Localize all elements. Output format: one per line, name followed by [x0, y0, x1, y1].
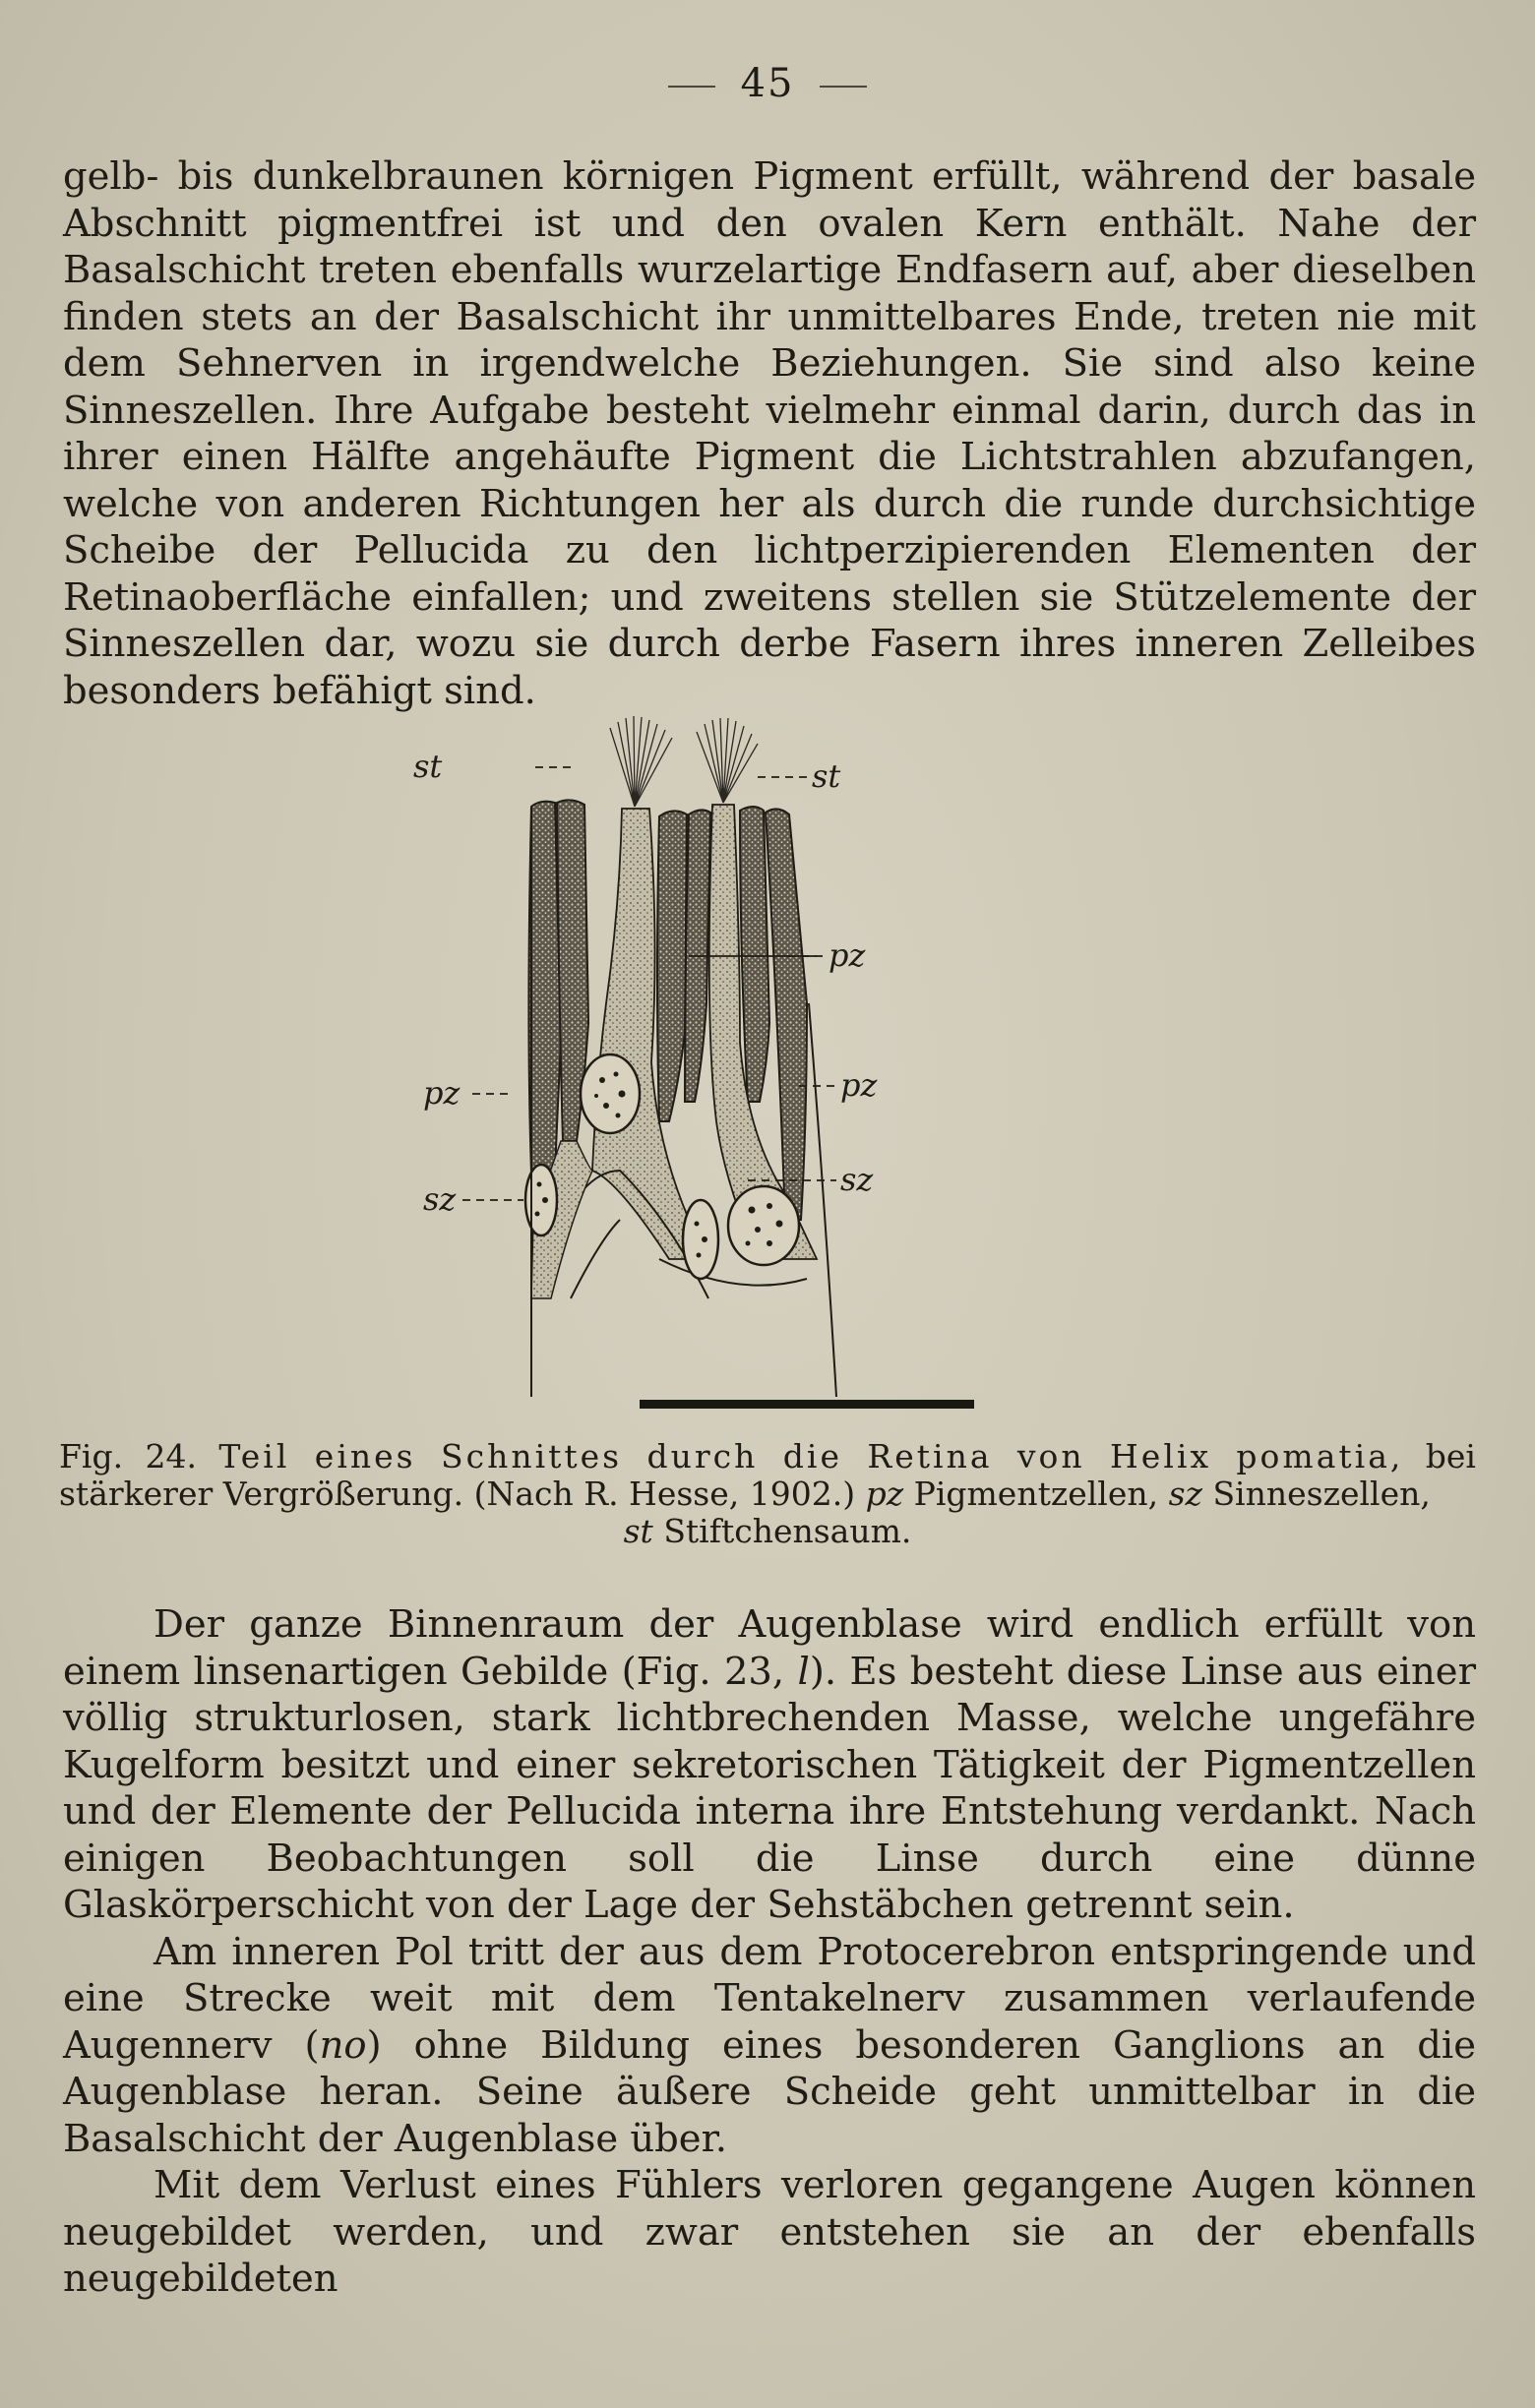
pigment-cell-5 [740, 807, 769, 1102]
page-number: 45 [740, 61, 795, 106]
caption-sz-text: Sinneszellen, [1212, 1475, 1431, 1513]
basal-layer [640, 1400, 974, 1409]
caption-st-text: Stiftchensaum. [663, 1512, 912, 1550]
label-pz-left: pz [423, 1074, 460, 1112]
figure-right-edge [809, 1003, 836, 1397]
nucleus-pigment-cell-left [581, 1054, 640, 1133]
paragraph-lens-after: ). Es besteht diese Linse aus einer völlig strukturlosen, stark lichtbrechenden Masse, welche ungefähre Kugelform besitzt und einer sekretorischen Tätigkeit der Pigmentzellen und der Elemente der Pellucida interna ihre Entstehung verdankt. Nach einigen Beobachtungen soll die Linse durch eine dünne Glaskörperschicht von der Lage der Sehstäbchen getrennt sein. [63, 1649, 1476, 1927]
caption-sz-abbr: sz [1168, 1475, 1202, 1513]
label-sz-left: sz [423, 1180, 457, 1218]
page-number-dash-left [668, 86, 715, 88]
paragraph-optic-nerve-before: Am inneren Pol tritt der aus dem Protocerebron entspringende und eine Strecke weit mit dem Tentakelnerv zusammen verlaufende Augennerv ( [63, 1929, 1476, 2068]
stiftchensaum-fan-right [697, 718, 758, 803]
paragraph-lens-before: Der ganze Binnenraum der Augenblase wird endlich erfüllt von einem linsenartigen Gebilde (Fig. 23, [63, 1602, 1476, 1694]
label-st-right: st [812, 757, 841, 795]
paragraph-lens [63, 1601, 1476, 1929]
label-pz-upper: pz [829, 936, 866, 974]
figure-24-retina-illustration [413, 708, 1023, 1416]
pigment-cell-3 [657, 811, 687, 1121]
caption-fig-label: Fig. 24. [59, 1437, 197, 1475]
body-text-lower [63, 1601, 1476, 2303]
label-st-left: st [413, 748, 443, 785]
paragraph-optic-nerve [63, 1929, 1476, 2163]
pigment-cell-6 [766, 809, 807, 1220]
paragraph-lens-ref: l [797, 1649, 810, 1694]
caption-last-line [59, 1513, 1476, 1550]
nucleus-sense-cell-right [683, 1200, 718, 1279]
paragraph-optic-nerve-ref: no [319, 2022, 367, 2068]
page-number-line [0, 61, 1535, 106]
caption-pz-abbr: pz [865, 1475, 904, 1513]
paragraph-regeneration: Mit dem Verlust eines Fühlers verloren gegangene Augen können neugebildet werden, und zwar entstehen sie an der ebenfalls neugebildeten [63, 2163, 1476, 2301]
caption-rest: bei stärkerer Vergrößerung. (Nach R. Hesse, 1902.) [59, 1437, 1476, 1513]
paragraph-top [63, 153, 1476, 714]
nucleus-sense-cell-left [525, 1165, 557, 1235]
caption-pz-text: Pigmentzellen, [913, 1475, 1159, 1513]
nucleus-pigment-cell-right [728, 1186, 799, 1265]
caption-st-abbr: st [623, 1512, 653, 1550]
paragraph-top-text: gelb- bis dunkelbraunen körnigen Pigment erfüllt, während der basale Abschnitt pigmentfrei ist und den ovalen Kern enthält. Nahe der Basalschicht treten ebenfalls wurzelartige Endfasern auf, aber dieselben finden stets an der Basalschicht ihr unmittelbares Ende, treten nie mit dem Sehnerven in irgendwelche Beziehungen. Sie sind also keine Sinneszellen. Ihre Aufgabe besteht vielmehr einmal darin, durch das in ihrer einen Hälfte angehäufte Pigment die Lichtstrahlen abzufangen, welche von anderen Richtungen her als durch die runde durchsichtige Scheibe der Pellucida zu den lichtperzipierenden Elementen der Retinaoberfläche einfallen; und zweitens stellen sie Stützelemente der Sinneszellen dar, wozu sie durch derbe Fasern ihres inneren Zelleibes besonders befähigt sind. [63, 154, 1476, 713]
stiftchensaum-fan-left [610, 716, 672, 807]
label-sz-right: sz [840, 1161, 874, 1198]
label-pz-middle: pz [840, 1066, 878, 1104]
caption-title: Teil eines Schnittes durch die Retina von Helix pomatia, [218, 1437, 1404, 1475]
page-number-dash-right [820, 86, 867, 88]
paragraph-optic-nerve-after: ) ohne Bildung eines besonderen Ganglions an die Augenblase heran. Seine äußere Scheide geht unmittelbar in die Basalschicht der Augenblase über. [63, 2022, 1476, 2161]
figure-caption [59, 1438, 1476, 1550]
